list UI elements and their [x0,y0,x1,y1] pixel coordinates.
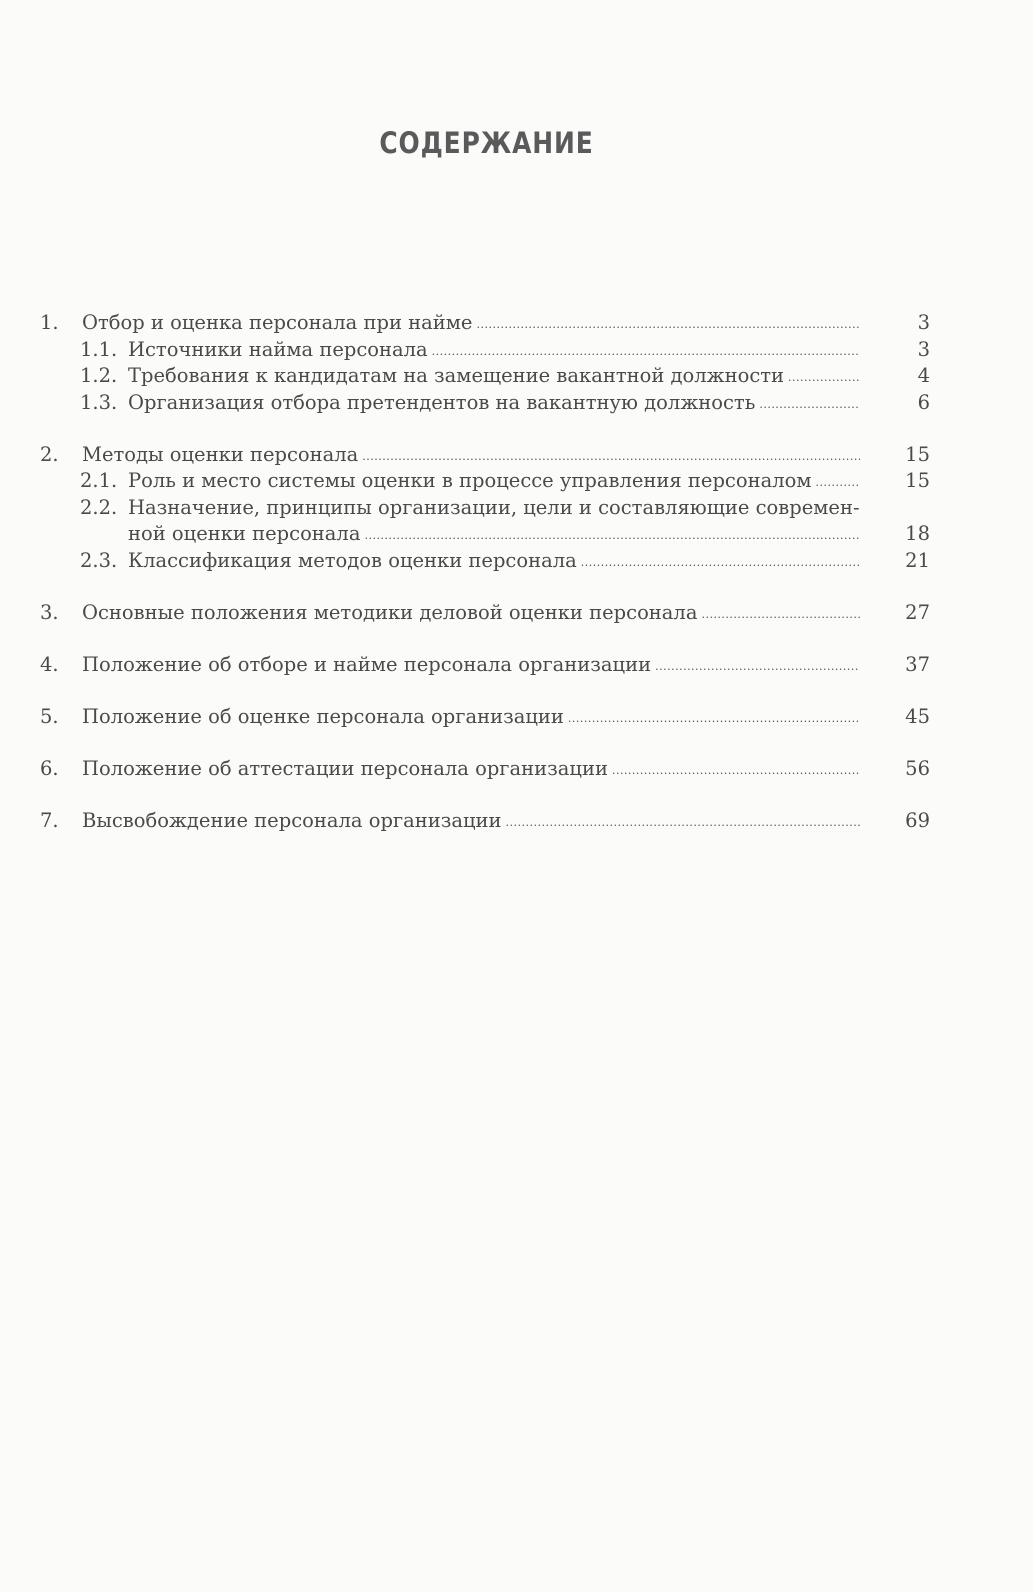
toc-entry-title: Организация отбора претендентов на вакантную должность ..... [128,390,860,419]
toc-entry-4[interactable] [40,652,930,679]
toc-entry-number: 7. [40,808,59,832]
toc-entry-title: Положение об отборе и найме персонала организации ..... [82,652,860,681]
toc-entry-number: 1. [40,311,59,334]
page-title: СОДЕРЖАНИЕ [379,126,594,160]
toc-entry-5[interactable] [40,704,930,731]
toc-entry-number: 2.2. [80,495,118,519]
toc-entry-number: 1.2. [80,364,118,387]
toc-entry-number: 5. [40,704,59,728]
toc-entry-page: 4 [917,364,930,387]
toc-entry-1-2[interactable] [40,363,930,390]
toc-entry-page: 6 [917,390,930,414]
toc-entry-2-2[interactable] [40,495,930,522]
toc-entry-page: 56 [905,756,930,780]
toc-entry-title: Основные положения методики деловой оценки персонала ..... [82,600,860,629]
toc-entry-title: Отбор и оценка персонала при найме ..... [82,310,860,339]
toc-entry-page: 37 [905,652,930,676]
toc-entry-6[interactable] [40,756,930,783]
toc-entry-title: Требования к кандидатам на замещение вакантной должности ..... [128,363,860,392]
toc-entry-page: 21 [905,548,930,572]
toc-entry-1-1[interactable] [40,337,930,364]
toc-entry-page: 3 [917,337,930,361]
toc-entry-2-2-continuation[interactable] [40,521,930,548]
toc-entry-page: 3 [917,311,930,334]
toc-entry-number: 2.3. [80,548,118,572]
toc-entry-title: Назначение, принципы организации, цели и составляющие современ- [128,495,860,519]
toc-entry-title: Роль и место системы оценки в процессе управления персоналом ..... [128,468,860,497]
toc-entry-page: 27 [905,600,930,624]
toc-entry-2-1[interactable] [40,468,930,495]
toc-entry-page: 15 [905,469,930,492]
toc-entry-page: 45 [905,704,930,728]
toc-entry-page: 69 [905,808,930,832]
toc-entry-number: 1.1. [80,337,118,361]
toc-entry-page: 15 [905,442,930,466]
toc-entry-title: Методы оценки персонала ..... [82,442,860,471]
toc-entry-2-3[interactable] [40,548,930,575]
toc-entry-1[interactable] [40,310,930,337]
toc-entry-number: 4. [40,652,59,676]
toc-entry-number: 6. [40,756,59,780]
toc-entry-title: Высвобождение персонала организации ..... [82,808,860,837]
toc-entry-number: 3. [40,600,59,624]
toc-entry-number: 1.3. [80,390,118,414]
toc-entry-7[interactable] [40,808,930,835]
toc-entry-title: Положение об оценке персонала организации ..... [82,704,860,733]
toc-entry-title: Положение об аттестации персонала организации ..... [82,756,860,785]
table-of-contents [40,310,930,834]
toc-entry-title: Источники найма персонала ..... [128,337,860,366]
toc-entry-title-continuation: ной оценки персонала ..... [128,521,860,550]
toc-entry-title: Классификация методов оценки персонала ..... [128,548,860,577]
toc-entry-page: 18 [905,522,930,545]
toc-entry-2[interactable] [40,442,930,469]
toc-entry-number: 2. [40,442,59,466]
toc-entry-3[interactable] [40,600,930,627]
toc-entry-number: 2.1. [80,469,118,492]
toc-entry-1-3[interactable] [40,390,930,417]
